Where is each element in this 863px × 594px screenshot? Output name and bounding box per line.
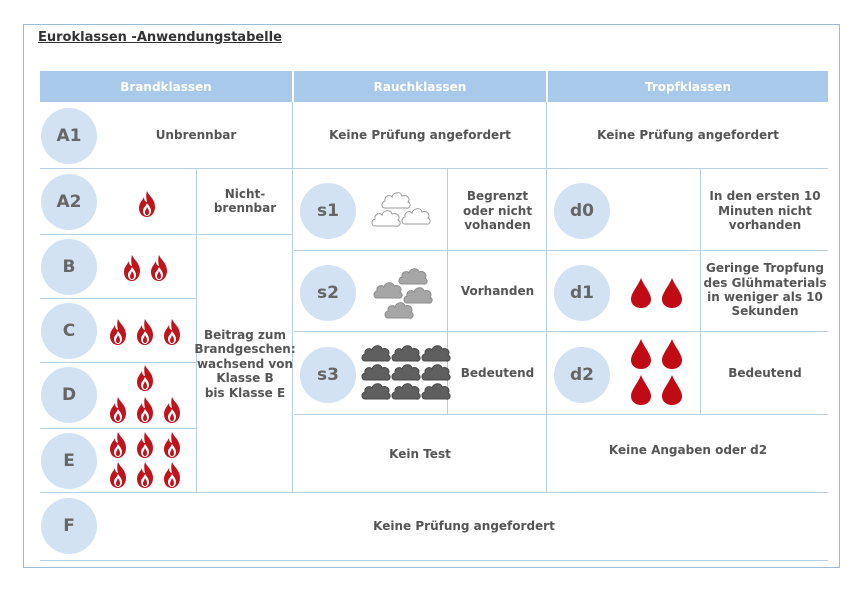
smoke-cloud-icon	[360, 362, 392, 382]
smoke-cloud-icon	[360, 343, 392, 363]
flame-icon	[107, 461, 129, 489]
flame-icon	[161, 431, 183, 459]
header-rauchklassen: Rauchklassen	[294, 71, 546, 102]
row-divider	[40, 362, 196, 363]
row-divider	[40, 492, 828, 493]
text-a1-unbrennbar: Unbrennbar	[155, 127, 237, 142]
text-s3: Bedeutend	[460, 365, 535, 380]
flame-icon	[134, 461, 156, 489]
text-rauch-kein-test: Kein Test	[389, 446, 451, 461]
class-badge-e: E	[41, 433, 97, 489]
class-badge-s1: s1	[300, 183, 356, 239]
row-divider	[40, 298, 196, 299]
text-d1: Geringe Tropfung des Glühmaterials in weniger als 10 Sekunden	[703, 261, 827, 319]
class-badge-b: B	[41, 239, 97, 295]
smoke-cloud-icon	[420, 362, 452, 382]
header-tropfklassen: Tropfklassen	[548, 71, 828, 102]
col-divider	[292, 102, 293, 492]
class-badge-d1: d1	[554, 265, 610, 321]
text-s1: Begrenzt oder nicht vohanden	[462, 189, 533, 233]
class-badge-a1: A1	[41, 108, 97, 164]
flame-icon	[107, 396, 129, 424]
row-divider	[40, 560, 828, 561]
class-badge-f: F	[41, 498, 97, 554]
smoke-cloud-icon	[420, 343, 452, 363]
text-rauch-a1: Keine Prüfung angefordert	[329, 127, 511, 142]
class-badge-d2: d2	[554, 347, 610, 403]
drop-icon	[630, 374, 652, 406]
class-badge-a2: A2	[41, 174, 97, 230]
text-a2-nichtbrennbar: Nicht- brennbar	[213, 186, 277, 215]
smoke-cloud-icon	[372, 280, 404, 300]
row-divider	[294, 250, 828, 251]
text-tropf-keine-angaben: Keine Angaben oder d2	[608, 442, 768, 457]
row-divider	[40, 428, 196, 429]
smoke-cloud-icon	[420, 381, 452, 401]
drop-icon	[661, 374, 683, 406]
smoke-cloud-icon	[400, 206, 432, 226]
flame-icon	[161, 461, 183, 489]
col-divider	[546, 102, 547, 492]
smoke-cloud-icon	[383, 300, 415, 320]
header-brandklassen: Brandklassen	[40, 71, 292, 102]
flame-icon	[148, 254, 170, 282]
row-divider	[294, 414, 828, 415]
class-badge-s2: s2	[300, 265, 356, 321]
flame-icon	[161, 396, 183, 424]
row-divider	[196, 234, 292, 235]
smoke-cloud-icon	[360, 381, 392, 401]
smoke-cloud-icon	[370, 208, 402, 228]
flame-icon	[134, 431, 156, 459]
flame-icon	[121, 254, 143, 282]
class-badge-d0: d0	[554, 183, 610, 239]
col-divider	[700, 168, 701, 414]
flame-icon	[134, 396, 156, 424]
class-badge-s3: s3	[300, 347, 356, 403]
flame-icon	[107, 318, 129, 346]
flame-icon	[136, 190, 158, 218]
text-tropf-a1: Keine Prüfung angefordert	[597, 127, 779, 142]
drop-icon	[630, 277, 652, 309]
class-badge-c: C	[41, 303, 97, 359]
row-divider	[40, 234, 196, 235]
flame-icon	[134, 364, 156, 392]
text-s2: Vorhanden	[460, 283, 535, 298]
drop-icon	[630, 338, 652, 370]
drop-icon	[661, 277, 683, 309]
flame-icon	[134, 318, 156, 346]
smoke-cloud-icon	[390, 362, 422, 382]
row-divider	[294, 331, 828, 332]
smoke-cloud-icon	[390, 343, 422, 363]
class-badge-d: D	[41, 367, 97, 423]
text-d2: Bedeutend	[728, 365, 802, 380]
flame-icon	[107, 431, 129, 459]
text-b-to-e-contribution: Beitrag zum Brandgeschen: wachsend von Klasse B bis Klasse E	[194, 328, 296, 400]
text-d0: In den ersten 10 Minuten nicht vorhanden	[709, 189, 821, 233]
text-f-no-test: Keine Prüfung angefordert	[373, 518, 555, 533]
flame-icon	[161, 318, 183, 346]
page-title: Euroklassen -Anwendungstabelle	[38, 30, 282, 45]
row-divider	[40, 168, 828, 169]
drop-icon	[661, 338, 683, 370]
smoke-cloud-icon	[390, 381, 422, 401]
